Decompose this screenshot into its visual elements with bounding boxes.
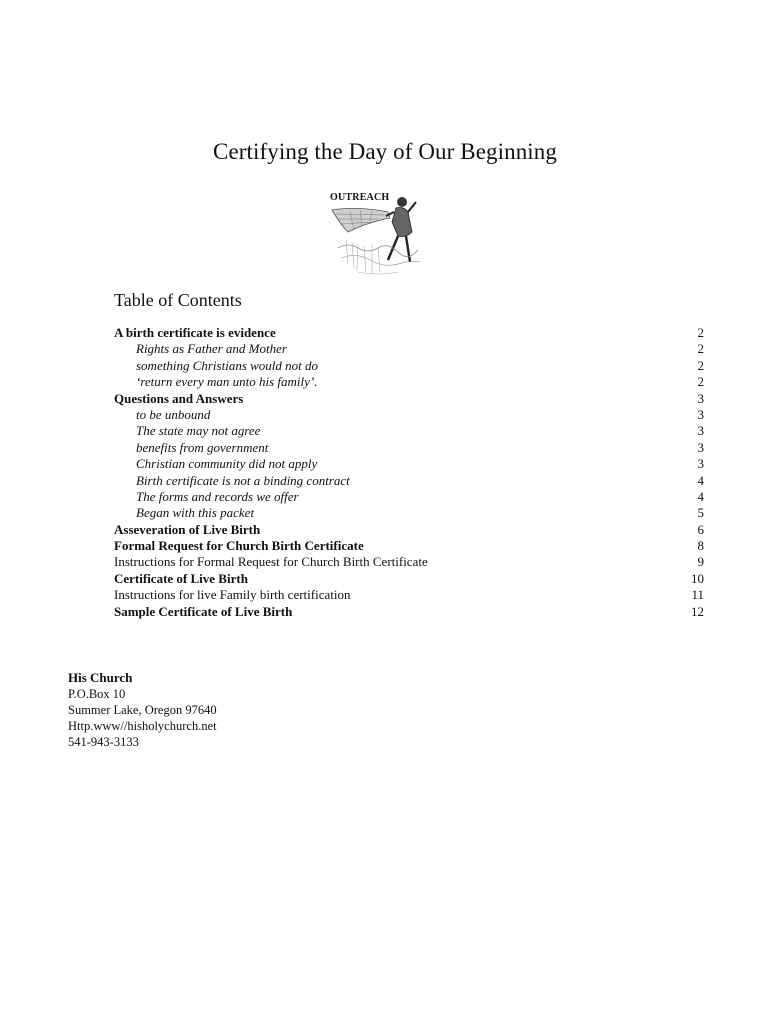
toc-entry-page: 9: [697, 554, 704, 570]
toc-entry[interactable]: [114, 440, 704, 456]
toc-entry-label: A birth certificate is evidence: [114, 325, 276, 340]
toc-entry[interactable]: [114, 554, 704, 570]
toc-entry-label: Began with this packet: [136, 505, 255, 521]
toc-entry-label: The forms and records we offer: [136, 488, 299, 504]
table-of-contents: [114, 325, 704, 620]
toc-entry-label: benefits from government: [136, 439, 269, 455]
toc-entry-label: to be unbound: [136, 406, 211, 422]
toc-entry-page: 3: [697, 390, 704, 406]
city-state-zip: Summer Lake, Oregon 97640: [68, 703, 217, 717]
toc-entry-page: 3: [697, 406, 704, 422]
toc-entry[interactable]: [114, 407, 704, 423]
toc-entry-label: The state may not agree: [136, 423, 261, 439]
toc-entry-page: 12: [691, 603, 704, 619]
church-name: His Church: [68, 670, 133, 685]
toc-entry-page: 2: [697, 341, 704, 357]
toc-entry-page: 3: [697, 456, 704, 472]
toc-entry[interactable]: [114, 571, 704, 587]
toc-entry[interactable]: [114, 456, 704, 472]
toc-entry-label: Birth certificate is not a binding contract: [136, 472, 350, 488]
toc-entry-label: Asseveration of Live Birth: [114, 521, 261, 537]
toc-entry-page: 2: [697, 374, 704, 390]
toc-entry-label: Sample Certificate of Live Birth: [114, 603, 293, 619]
toc-entry[interactable]: [114, 489, 704, 505]
toc-entry[interactable]: [114, 538, 704, 554]
toc-entry-page: 10: [691, 570, 704, 586]
toc-entry[interactable]: [114, 587, 704, 603]
outreach-label: OUTREACH: [330, 192, 390, 203]
toc-entry[interactable]: [114, 423, 704, 439]
toc-entry-label: Instructions for live Family birth certification: [114, 587, 351, 603]
toc-entry-label: Christian community did not apply: [136, 456, 318, 472]
po-box: P.O.Box 10: [68, 687, 126, 701]
toc-entry-page: 3: [697, 439, 704, 455]
toc-entry-page: 3: [697, 423, 704, 439]
toc-entry[interactable]: [114, 473, 704, 489]
toc-entry-label: Rights as Father and Mother: [136, 341, 287, 357]
toc-entry-label: Questions and Answers: [114, 390, 244, 406]
toc-entry-page: 2: [697, 357, 704, 373]
toc-entry-label: ‘return every man unto his family’.: [136, 374, 318, 390]
toc-entry-label: Formal Request for Church Birth Certificate: [114, 538, 364, 554]
toc-heading: Table of Contents: [114, 290, 242, 310]
toc-entry[interactable]: [114, 325, 704, 341]
toc-entry[interactable]: [114, 374, 704, 390]
toc-entry-page: 5: [697, 505, 704, 521]
toc-entry[interactable]: [114, 604, 704, 620]
toc-entry-label: something Christians would not do: [136, 357, 319, 373]
toc-entry-page: 11: [691, 587, 704, 603]
website-link[interactable]: Http.www//hisholychurch.net: [68, 719, 217, 733]
outreach-logo: [328, 188, 424, 280]
toc-entry-page: 4: [697, 472, 704, 488]
toc-entry[interactable]: [114, 522, 704, 538]
toc-entry-label: Certificate of Live Birth: [114, 570, 248, 586]
toc-entry[interactable]: [114, 391, 704, 407]
church-address: [68, 670, 217, 750]
toc-entry-page: 2: [697, 325, 704, 340]
toc-entry-page: 8: [697, 538, 704, 554]
toc-entry[interactable]: [114, 341, 704, 357]
toc-entry-label: Instructions for Formal Request for Church Birth Certificate: [114, 554, 428, 570]
toc-entry-page: 6: [697, 521, 704, 537]
toc-entry[interactable]: [114, 505, 704, 521]
toc-entry[interactable]: [114, 358, 704, 374]
document-title: Certifying the Day of Our Beginning: [213, 139, 557, 164]
toc-entry-page: 4: [697, 488, 704, 504]
phone-number: 541-943-3133: [68, 735, 139, 749]
